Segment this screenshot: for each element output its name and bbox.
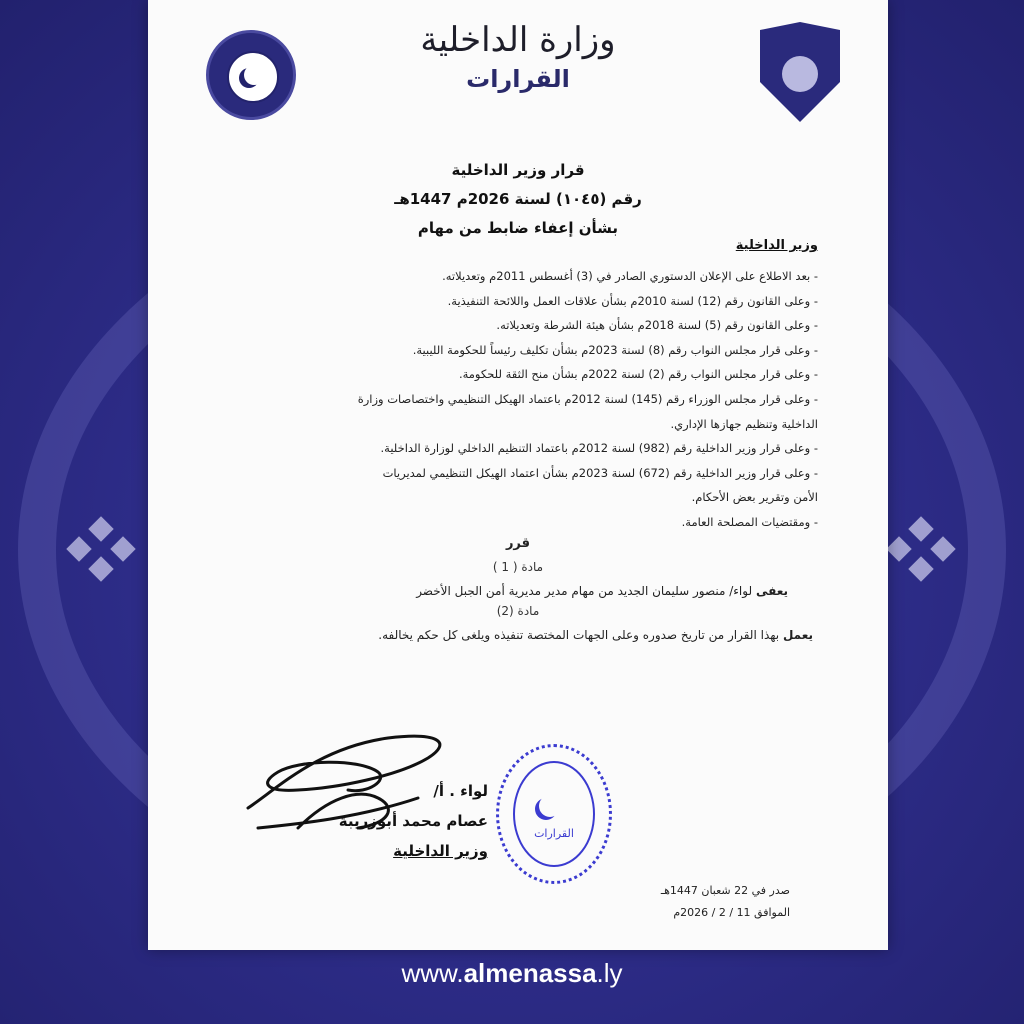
hijri-date: صدر في 22 شعبان 1447هـ [660,884,790,897]
clause: - ومقتضيات المصلحة العامة. [681,514,818,529]
decision-title [268,156,768,243]
article-1-lead: يعفى [755,584,788,598]
article-2-label: مادة (2) [496,604,540,618]
website-footer [0,958,1024,989]
preamble-clauses [208,264,818,535]
clause: - بعد الاطلاع على الإعلان الدستوري الصادر في (3) أغسطس 2011م وتعديلاته. [442,269,818,283]
clause: - وعلى قرار مجلس النواب رقم (2) لسنة 2022م بشأن منح الثقة للحكومة. [458,367,818,382]
stamp-crescent-icon [539,795,561,817]
ministry-seal-logo [206,30,296,120]
signature-block [248,776,488,866]
decision-number: رقم (١٠٤٥) لسنة 2026م 1447هـ [394,190,642,208]
addressee-heading: وزير الداخلية [735,238,818,253]
footer-url-suffix: .ly [596,958,623,988]
decision-subject: بشأن إعفاء ضابط من مهام [417,219,619,237]
background-diamond-ornament-left [70,520,150,580]
clause: - وعلى القانون رقم (5) لسنة 2018م بشأن هيئة الشرطة وتعديلاته. [496,318,818,333]
signatory-rank: لواء . أ/ [433,782,488,800]
clause: - وعلى قرار مجلس النواب رقم (8) لسنة 2023م بشأن تكليف رئيساً للحكومة الليبية. [412,342,818,357]
decides-heading: قرر [505,536,531,551]
clause: - وعلى قرار وزير الداخلية رقم (982) لسنة 2012م باعتماد التنظيم الداخلي لوزارة الداخلية. [380,441,818,456]
article-2-body [378,628,813,642]
article-1-body [416,584,788,598]
article-1-label: مادة ( 1 ) [492,560,544,574]
gregorian-date: الموافق 11 / 2 / 2026م [673,906,790,919]
issue-dates [640,880,790,924]
footer-brand: almenassa [463,958,597,988]
signatory-name: عصام محمد أبوزريبة [338,812,488,830]
clause: الداخلية وتنظيم جهازها الإداري. [670,416,818,431]
masthead [398,20,638,93]
official-stamp [496,744,612,884]
clause: - وعلى القانون رقم (12) لسنة 2010م بشأن علاقات العمل واللائحة التنفيذية. [447,293,818,308]
clause: الأمن وتقرير بعض الأحكام. [691,490,818,505]
footer-url-prefix: www. [401,958,464,988]
decision-document [148,0,888,950]
clause: - وعلى قرار مجلس الوزراء رقم (145) لسنة 2012م باعتماد الهيكل التنظيمي واختصاصات وزارة [357,391,818,406]
article-1-text: لواء/ منصور سليمان الجديد من مهام مدير مديرية أمن الجبل الأخضر [416,584,753,598]
ministry-title: وزارة الداخلية [420,20,616,60]
decision-title-line1: قرار وزير الداخلية [451,161,585,179]
stamp-text: القرارات [534,827,574,840]
section-title: القرارات [466,64,570,93]
crescent-star-icon [244,65,264,85]
police-badge-logo [760,22,840,122]
article-2-lead: يعمل [782,628,813,642]
background-diamond-ornament-right [890,520,970,580]
clause: - وعلى قرار وزير الداخلية رقم (672) لسنة 2023م بشأن اعتماد الهيكل التنظيمي لمديريات [382,465,818,480]
signatory-title: وزير الداخلية [393,842,488,860]
article-2-text: بهذا القرار من تاريخ صدوره وعلى الجهات المختصة تنفيذه ويلغى كل حكم يخالفه. [378,628,780,642]
